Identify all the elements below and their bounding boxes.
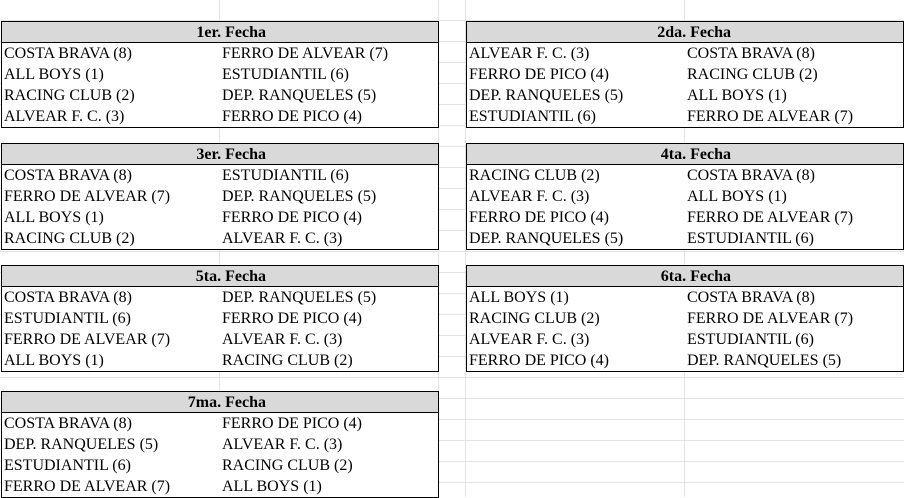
away-team[interactable]: FERRO DE PICO (4) <box>222 209 363 226</box>
away-team[interactable]: ALVEAR F. C. (3) <box>222 230 343 247</box>
fecha-title: 7ma. Fecha <box>2 392 438 413</box>
home-team[interactable]: COSTA BRAVA (8) <box>4 415 132 432</box>
away-team[interactable]: ESTUDIANTIL (6) <box>222 167 349 184</box>
match-row <box>467 207 903 228</box>
match-row <box>467 186 903 207</box>
away-team[interactable]: ESTUDIANTIL (6) <box>222 66 349 83</box>
home-team[interactable]: FERRO DE ALVEAR (7) <box>4 478 171 495</box>
match-row <box>2 165 438 186</box>
home-team[interactable]: FERRO DE ALVEAR (7) <box>4 188 171 205</box>
match-row <box>2 228 438 249</box>
home-team[interactable]: ESTUDIANTIL (6) <box>469 108 596 125</box>
away-team[interactable]: ALVEAR F. C. (3) <box>222 436 343 453</box>
away-team[interactable]: FERRO DE ALVEAR (7) <box>687 108 854 125</box>
home-team[interactable]: COSTA BRAVA (8) <box>4 167 132 184</box>
home-team[interactable]: ALVEAR F. C. (3) <box>469 188 590 205</box>
fecha-block-2 <box>466 21 904 128</box>
home-team[interactable]: ESTUDIANTIL (6) <box>4 457 131 474</box>
fecha-title: 4ta. Fecha <box>467 144 903 165</box>
home-team[interactable]: FERRO DE PICO (4) <box>469 352 610 369</box>
home-team[interactable]: RACING CLUB (2) <box>4 87 135 104</box>
match-row <box>467 228 903 249</box>
home-team[interactable]: ALVEAR F. C. (3) <box>4 108 125 125</box>
home-team[interactable]: ESTUDIANTIL (6) <box>4 310 131 327</box>
away-team[interactable]: DEP. RANQUELES (5) <box>222 87 377 104</box>
fecha-title: 1er. Fecha <box>2 22 438 43</box>
match-row <box>467 85 903 106</box>
home-team[interactable]: FERRO DE PICO (4) <box>469 66 610 83</box>
fecha-block-6 <box>466 265 904 372</box>
fecha-block-3 <box>1 143 439 250</box>
away-team[interactable]: COSTA BRAVA (8) <box>687 289 815 306</box>
match-row <box>2 186 438 207</box>
match-row <box>467 165 903 186</box>
away-team[interactable]: ESTUDIANTIL (6) <box>687 331 814 348</box>
home-team[interactable]: ALL BOYS (1) <box>4 209 104 226</box>
match-row <box>2 85 438 106</box>
match-row <box>467 287 903 308</box>
home-team[interactable]: ALL BOYS (1) <box>4 66 104 83</box>
match-row <box>2 106 438 127</box>
home-team[interactable]: COSTA BRAVA (8) <box>4 45 132 62</box>
fecha-title: 5ta. Fecha <box>2 266 438 287</box>
match-row <box>467 64 903 85</box>
away-team[interactable]: DEP. RANQUELES (5) <box>222 188 377 205</box>
fecha-block-1 <box>1 21 439 128</box>
home-team[interactable]: ALL BOYS (1) <box>4 352 104 369</box>
home-team[interactable]: COSTA BRAVA (8) <box>4 289 132 306</box>
away-team[interactable]: ALL BOYS (1) <box>687 188 787 205</box>
home-team[interactable]: ALL BOYS (1) <box>469 289 569 306</box>
away-team[interactable]: FERRO DE PICO (4) <box>222 415 363 432</box>
home-team[interactable]: DEP. RANQUELES (5) <box>4 436 159 453</box>
match-row <box>2 287 438 308</box>
match-row <box>2 434 438 455</box>
match-row <box>467 308 903 329</box>
away-team[interactable]: FERRO DE ALVEAR (7) <box>687 209 854 226</box>
home-team[interactable]: DEP. RANQUELES (5) <box>469 230 624 247</box>
home-team[interactable]: RACING CLUB (2) <box>4 230 135 247</box>
match-row <box>2 308 438 329</box>
away-team[interactable]: FERRO DE PICO (4) <box>222 108 363 125</box>
away-team[interactable]: FERRO DE ALVEAR (7) <box>687 310 854 327</box>
match-row <box>2 43 438 64</box>
match-row <box>2 329 438 350</box>
away-team[interactable]: RACING CLUB (2) <box>222 352 353 369</box>
home-team[interactable]: DEP. RANQUELES (5) <box>469 87 624 104</box>
fecha-title: 6ta. Fecha <box>467 266 903 287</box>
match-row <box>467 350 903 371</box>
match-row <box>2 64 438 85</box>
away-team[interactable]: DEP. RANQUELES (5) <box>222 289 377 306</box>
away-team[interactable]: ALL BOYS (1) <box>222 478 322 495</box>
away-team[interactable]: COSTA BRAVA (8) <box>687 167 815 184</box>
fecha-block-4 <box>466 143 904 250</box>
match-row <box>2 476 438 497</box>
match-row <box>467 43 903 64</box>
home-team[interactable]: ALVEAR F. C. (3) <box>469 45 590 62</box>
fecha-title: 2da. Fecha <box>467 22 903 43</box>
match-row <box>2 207 438 228</box>
away-team[interactable]: RACING CLUB (2) <box>687 66 818 83</box>
away-team[interactable]: DEP. RANQUELES (5) <box>687 352 842 369</box>
home-team[interactable]: ALVEAR F. C. (3) <box>469 331 590 348</box>
fecha-block-5 <box>1 265 439 372</box>
away-team[interactable]: ALL BOYS (1) <box>687 87 787 104</box>
home-team[interactable]: RACING CLUB (2) <box>469 167 600 184</box>
fecha-title: 3er. Fecha <box>2 144 438 165</box>
away-team[interactable]: FERRO DE PICO (4) <box>222 310 363 327</box>
away-team[interactable]: RACING CLUB (2) <box>222 457 353 474</box>
away-team[interactable]: ALVEAR F. C. (3) <box>222 331 343 348</box>
away-team[interactable]: COSTA BRAVA (8) <box>687 45 815 62</box>
away-team[interactable]: FERRO DE ALVEAR (7) <box>222 45 389 62</box>
match-row <box>467 329 903 350</box>
match-row <box>467 106 903 127</box>
fecha-block-7 <box>1 391 439 498</box>
match-row <box>2 350 438 371</box>
home-team[interactable]: FERRO DE PICO (4) <box>469 209 610 226</box>
match-row <box>2 455 438 476</box>
home-team[interactable]: FERRO DE ALVEAR (7) <box>4 331 171 348</box>
match-row <box>2 413 438 434</box>
away-team[interactable]: ESTUDIANTIL (6) <box>687 230 814 247</box>
home-team[interactable]: RACING CLUB (2) <box>469 310 600 327</box>
